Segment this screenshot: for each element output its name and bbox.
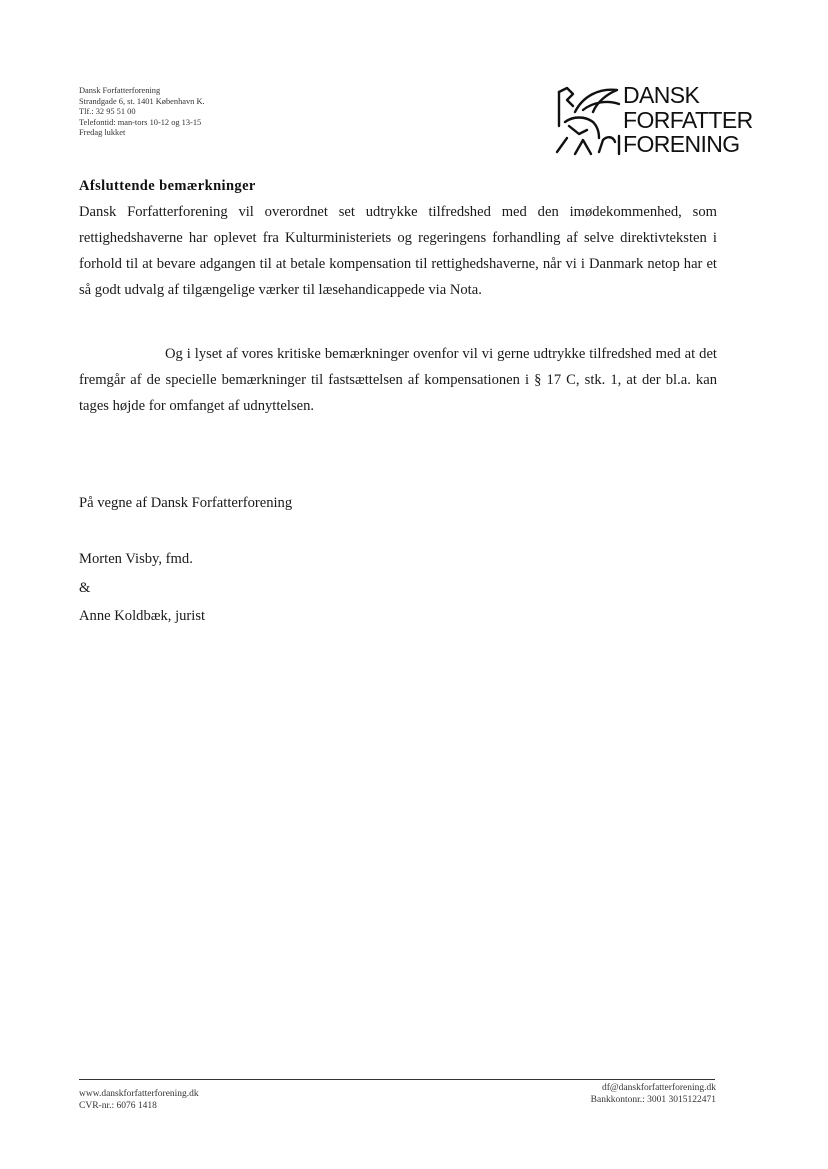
- address-line: Fredag lukket: [79, 128, 126, 138]
- signatory-2: Anne Koldbæk, jurist: [79, 608, 206, 624]
- pegasus-logo-icon: [553, 82, 625, 158]
- footer-right: [591, 1083, 716, 1106]
- address-line: Tlf.: 32 95 51 00: [79, 107, 136, 117]
- logo-line: FORENING: [623, 131, 740, 157]
- address-line: Dansk Forfatterforening: [79, 86, 161, 95]
- section-heading: Afsluttende bemærkninger: [79, 178, 256, 194]
- footer-website: www.danskforfatterforening.dk: [79, 1089, 199, 1099]
- sender-address: [79, 86, 205, 139]
- logo-line: DANSK: [623, 82, 700, 108]
- paragraph-1: Dansk Forfatterforening vil overordnet set udtrykke tilfredshed med den imødekommenhed, som rettighedshaverne har oplevet fra Kulturministeriets og regeringens forhandling af selve direktivteksten i forhold til at bevare adgangen til at betale kompensation til rettighedshaverne, når vi i Danmark netop har et så godt udvalg af tilgængelige værker til læsehandicappede via Nota.: [79, 204, 717, 298]
- footer-cvr: CVR-nr.: 6076 1418: [79, 1100, 157, 1111]
- footer-email: df@danskforfatterforening.dk: [602, 1083, 716, 1093]
- footer-bank: Bankkontonr.: 3001 3015122471: [590, 1094, 716, 1105]
- ampersand: &: [79, 580, 91, 596]
- address-line: Telefontid: man-tors 10-12 og 13-15: [79, 117, 202, 127]
- paragraph-2: Og i lyset af vores kritiske bemærkninger ovenfor vil vi gerne udtrykke tilfredshed med at det fremgår af de specielle bemærkninger til fastsættelsen af kompensationen i § 17 C, stk. 1, at der bl.a. kan tages højde for omfanget af udnyttelsen.: [79, 346, 717, 414]
- logo-wordmark: [623, 83, 753, 157]
- signatory-1: Morten Visby, fmd.: [79, 551, 193, 567]
- footer-left: [79, 1089, 199, 1112]
- organization-logo: [553, 82, 753, 162]
- footer-divider: [79, 1079, 715, 1080]
- logo-line: FORFATTER: [623, 106, 753, 133]
- closing-line: På vegne af Dansk Forfatterforening: [79, 495, 293, 511]
- address-line: Strandgade 6, st. 1401 København K.: [79, 96, 205, 106]
